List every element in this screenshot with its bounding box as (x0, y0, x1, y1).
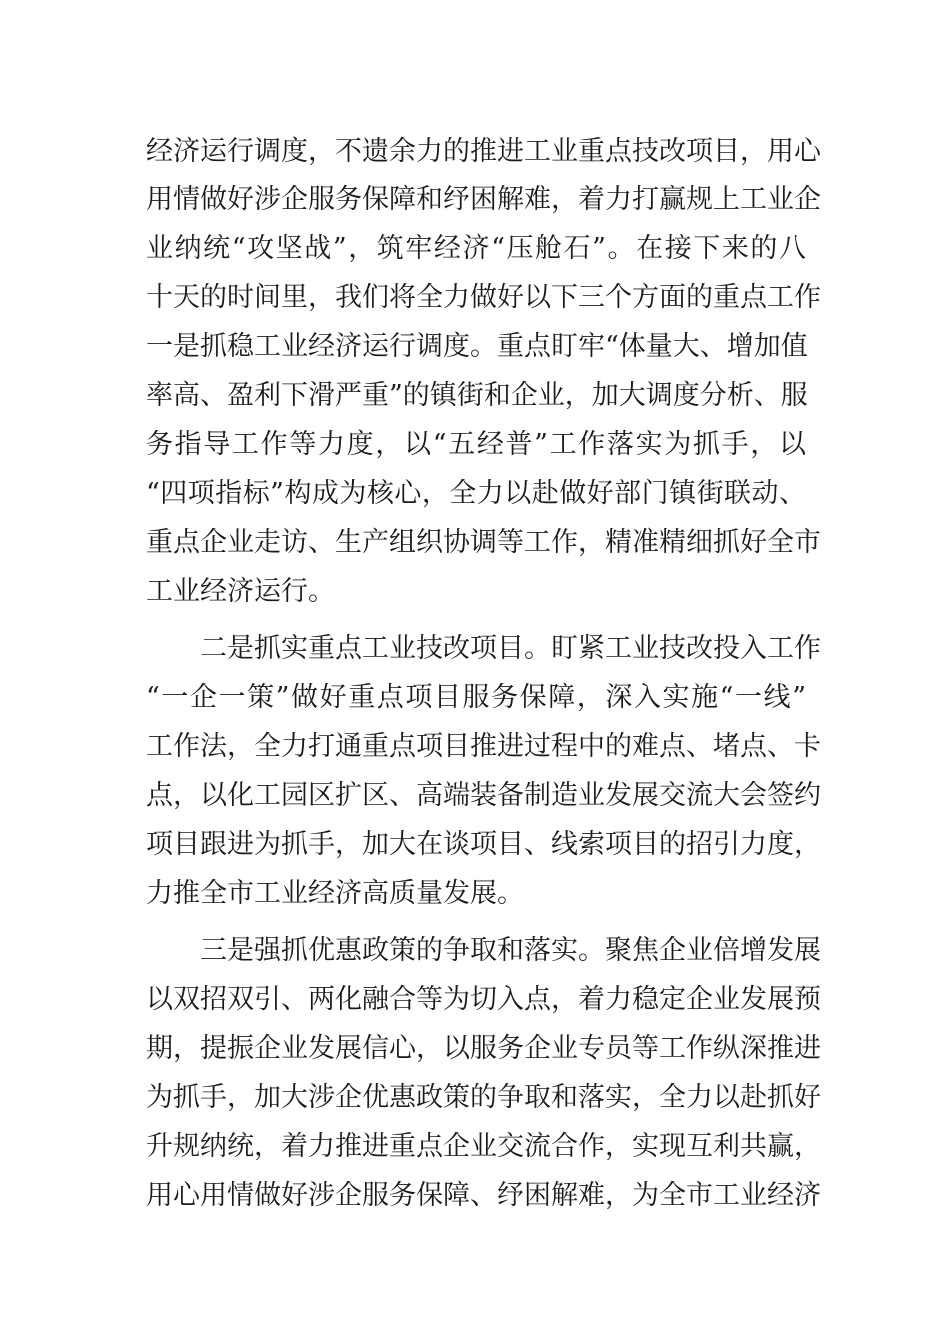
text-line: 十天的时间里，我们将全力做好以下三个方面的重点工作 (146, 282, 821, 313)
text-line: 一是抓稳工业经济运行调度。重点盯牢“体量大、增加值 (146, 331, 808, 362)
text-line: 力推全市工业经济高质量发展。 (146, 878, 524, 909)
text-line: 务指导工作等力度，以“五经普”工作落实为抓手，以 (146, 429, 806, 460)
text-line: 以双招双引、两化融合等为切入点，着力稳定企业发展预 (146, 984, 821, 1015)
text-line: 为抓手，加大涉企优惠政策的争取和落实，全力以赴抓好 (146, 1082, 821, 1113)
text-line: 业纳统“攻坚战”，筑牢经济“压舱石”。在接下来的八 (146, 233, 806, 264)
text-line: 率高、盈利下滑严重”的镇街和企业，加大调度分析、服 (146, 380, 808, 411)
text-line: 工作法，全力打通重点项目推进过程中的难点、堵点、卡 (146, 731, 821, 762)
text-line: 经济运行调度，不遗余力的推进工业重点技改项目，用心 (146, 136, 821, 167)
text-line: 点，以化工园区扩区、高端装备制造业发展交流大会签约 (146, 780, 821, 811)
text-line: 三是强抓优惠政策的争取和落实。聚焦企业倍增发展 (200, 935, 821, 966)
text-line: 二是抓实重点工业技改项目。盯紧工业技改投入工作 (200, 633, 821, 664)
text-line: 重点企业走访、生产组织协调等工作，精准精细抓好全市 (146, 527, 821, 558)
text-line: 项目跟进为抓手，加大在谈项目、线索项目的招引力度， (146, 829, 821, 860)
text-line: “四项指标”构成为核心，全力以赴做好部门镇街联动、 (146, 478, 806, 509)
text-line: “一企一策”做好重点项目服务保障，深入实施“一线” (146, 682, 806, 713)
text-line: 工业经济运行。 (146, 576, 335, 607)
text-line: 用情做好涉企服务保障和纾困解难，着力打赢规上工业企 (146, 184, 821, 215)
text-line: 期，提振企业发展信心，以服务企业专员等工作纵深推进 (146, 1033, 821, 1064)
text-line: 用心用情做好涉企服务保障、纾困解难，为全市工业经济 (146, 1180, 821, 1211)
text-line: 升规纳统，着力推进重点企业交流合作，实现互利共赢， (146, 1131, 821, 1162)
